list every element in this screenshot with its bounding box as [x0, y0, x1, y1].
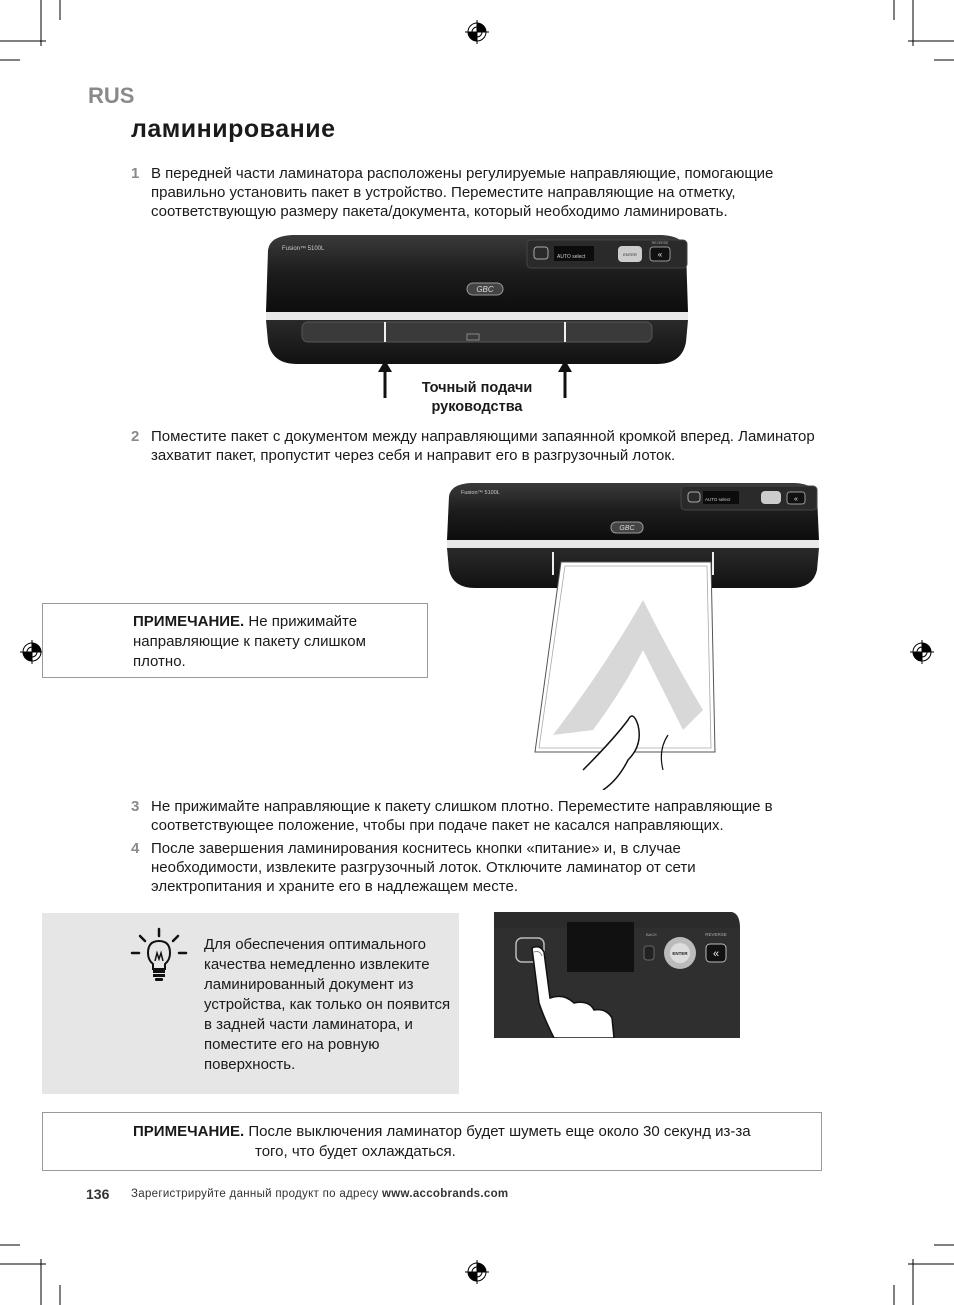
svg-text:«: «	[794, 496, 798, 503]
caption-line-1: Точный подачи	[421, 380, 533, 396]
note-line-1	[133, 1122, 811, 1142]
control-panel-illustration	[494, 908, 742, 1038]
lightbulb-icon	[130, 927, 188, 985]
brand-logo: GBC	[619, 525, 635, 532]
step-text: Не прижимайте направляющие к пакету слишком плотно. Переместите направляющие в соответствующее положение, чтобы при подаче пакет не касался направляющих.	[151, 798, 773, 834]
footer-url[interactable]: www.accobrands.com	[382, 1188, 509, 1200]
reverse-label: REVERSE	[651, 241, 669, 245]
note-cooling-box	[42, 1112, 822, 1171]
note-text-line-2: того, что будет охлаждаться.	[255, 1143, 456, 1160]
svg-text:«: «	[657, 250, 663, 259]
model-label: Fusion™ 5100L	[461, 490, 500, 496]
note-label: ПРИМЕЧАНИЕ.	[133, 1123, 245, 1140]
step-number: 3	[131, 798, 140, 815]
laminator-feeding-illustration	[443, 480, 823, 790]
step-text: В передней части ламинатора расположены регулируемые направляющие, помогающие правильно установить пакет в устройство. Переместите направляющие на отметку, соответствующую размеру пакета/документа, который необходимо ламинировать.	[151, 165, 774, 220]
step-1	[131, 164, 821, 224]
brand-logo: GBC	[476, 285, 494, 294]
guide-caption	[397, 379, 557, 417]
step-3	[131, 797, 821, 837]
tip-box	[42, 913, 459, 1094]
reverse-label: REVERSE	[705, 932, 727, 937]
footer-register-text	[131, 1188, 508, 1200]
page-number: 136	[86, 1186, 110, 1202]
caption-line-2: руководства	[431, 399, 523, 415]
note-text-line-1: После выключения ламинатор будет шуметь еще около 30 секунд из-за	[244, 1123, 751, 1140]
back-label: BACK	[646, 932, 657, 937]
note-label: ПРИМЕЧАНИЕ.	[133, 613, 245, 630]
auto-select-label: AUTO select	[557, 254, 586, 260]
step-4	[131, 839, 821, 899]
step-number: 2	[131, 428, 140, 445]
enter-button-label: ENTER	[672, 951, 688, 956]
svg-text:«: «	[712, 948, 720, 960]
step-2	[131, 427, 821, 467]
step-number: 1	[131, 165, 140, 182]
model-label: Fusion™ 5100L	[282, 246, 325, 252]
tip-text: Для обеспечения оптимального качества немедленно извлеките ламинированный документ из устройства, как только он появится в задней части ламинатора, и поместите его на ровную поверхность.	[204, 936, 451, 1073]
step-text: Поместите пакет с документом между направляющими запаянной кромкой вперед. Ламинатор захватит пакет, пропустит через себя и направит его в разгрузочный лоток.	[151, 428, 815, 464]
step-number: 4	[131, 840, 140, 857]
step-text: После завершения ламинирования коснитесь кнопки «питание» и, в случае необходимости, извлеките разгрузочный лоток. Отключите ламинатор от сети электропитания и храните его в надлежащем месте.	[151, 840, 696, 895]
language-label: RUS	[88, 83, 135, 108]
page-title: ламинирование	[131, 115, 336, 143]
auto-select-label: AUTO select	[705, 497, 731, 502]
enter-button-label: ENTER	[623, 252, 637, 257]
footer-text: Зарегистрируйте данный продукт по адресу	[131, 1188, 383, 1200]
note-text: Не прижимайте направляющие к пакету слишком плотно.	[133, 613, 366, 670]
note-guides-box	[42, 603, 428, 678]
